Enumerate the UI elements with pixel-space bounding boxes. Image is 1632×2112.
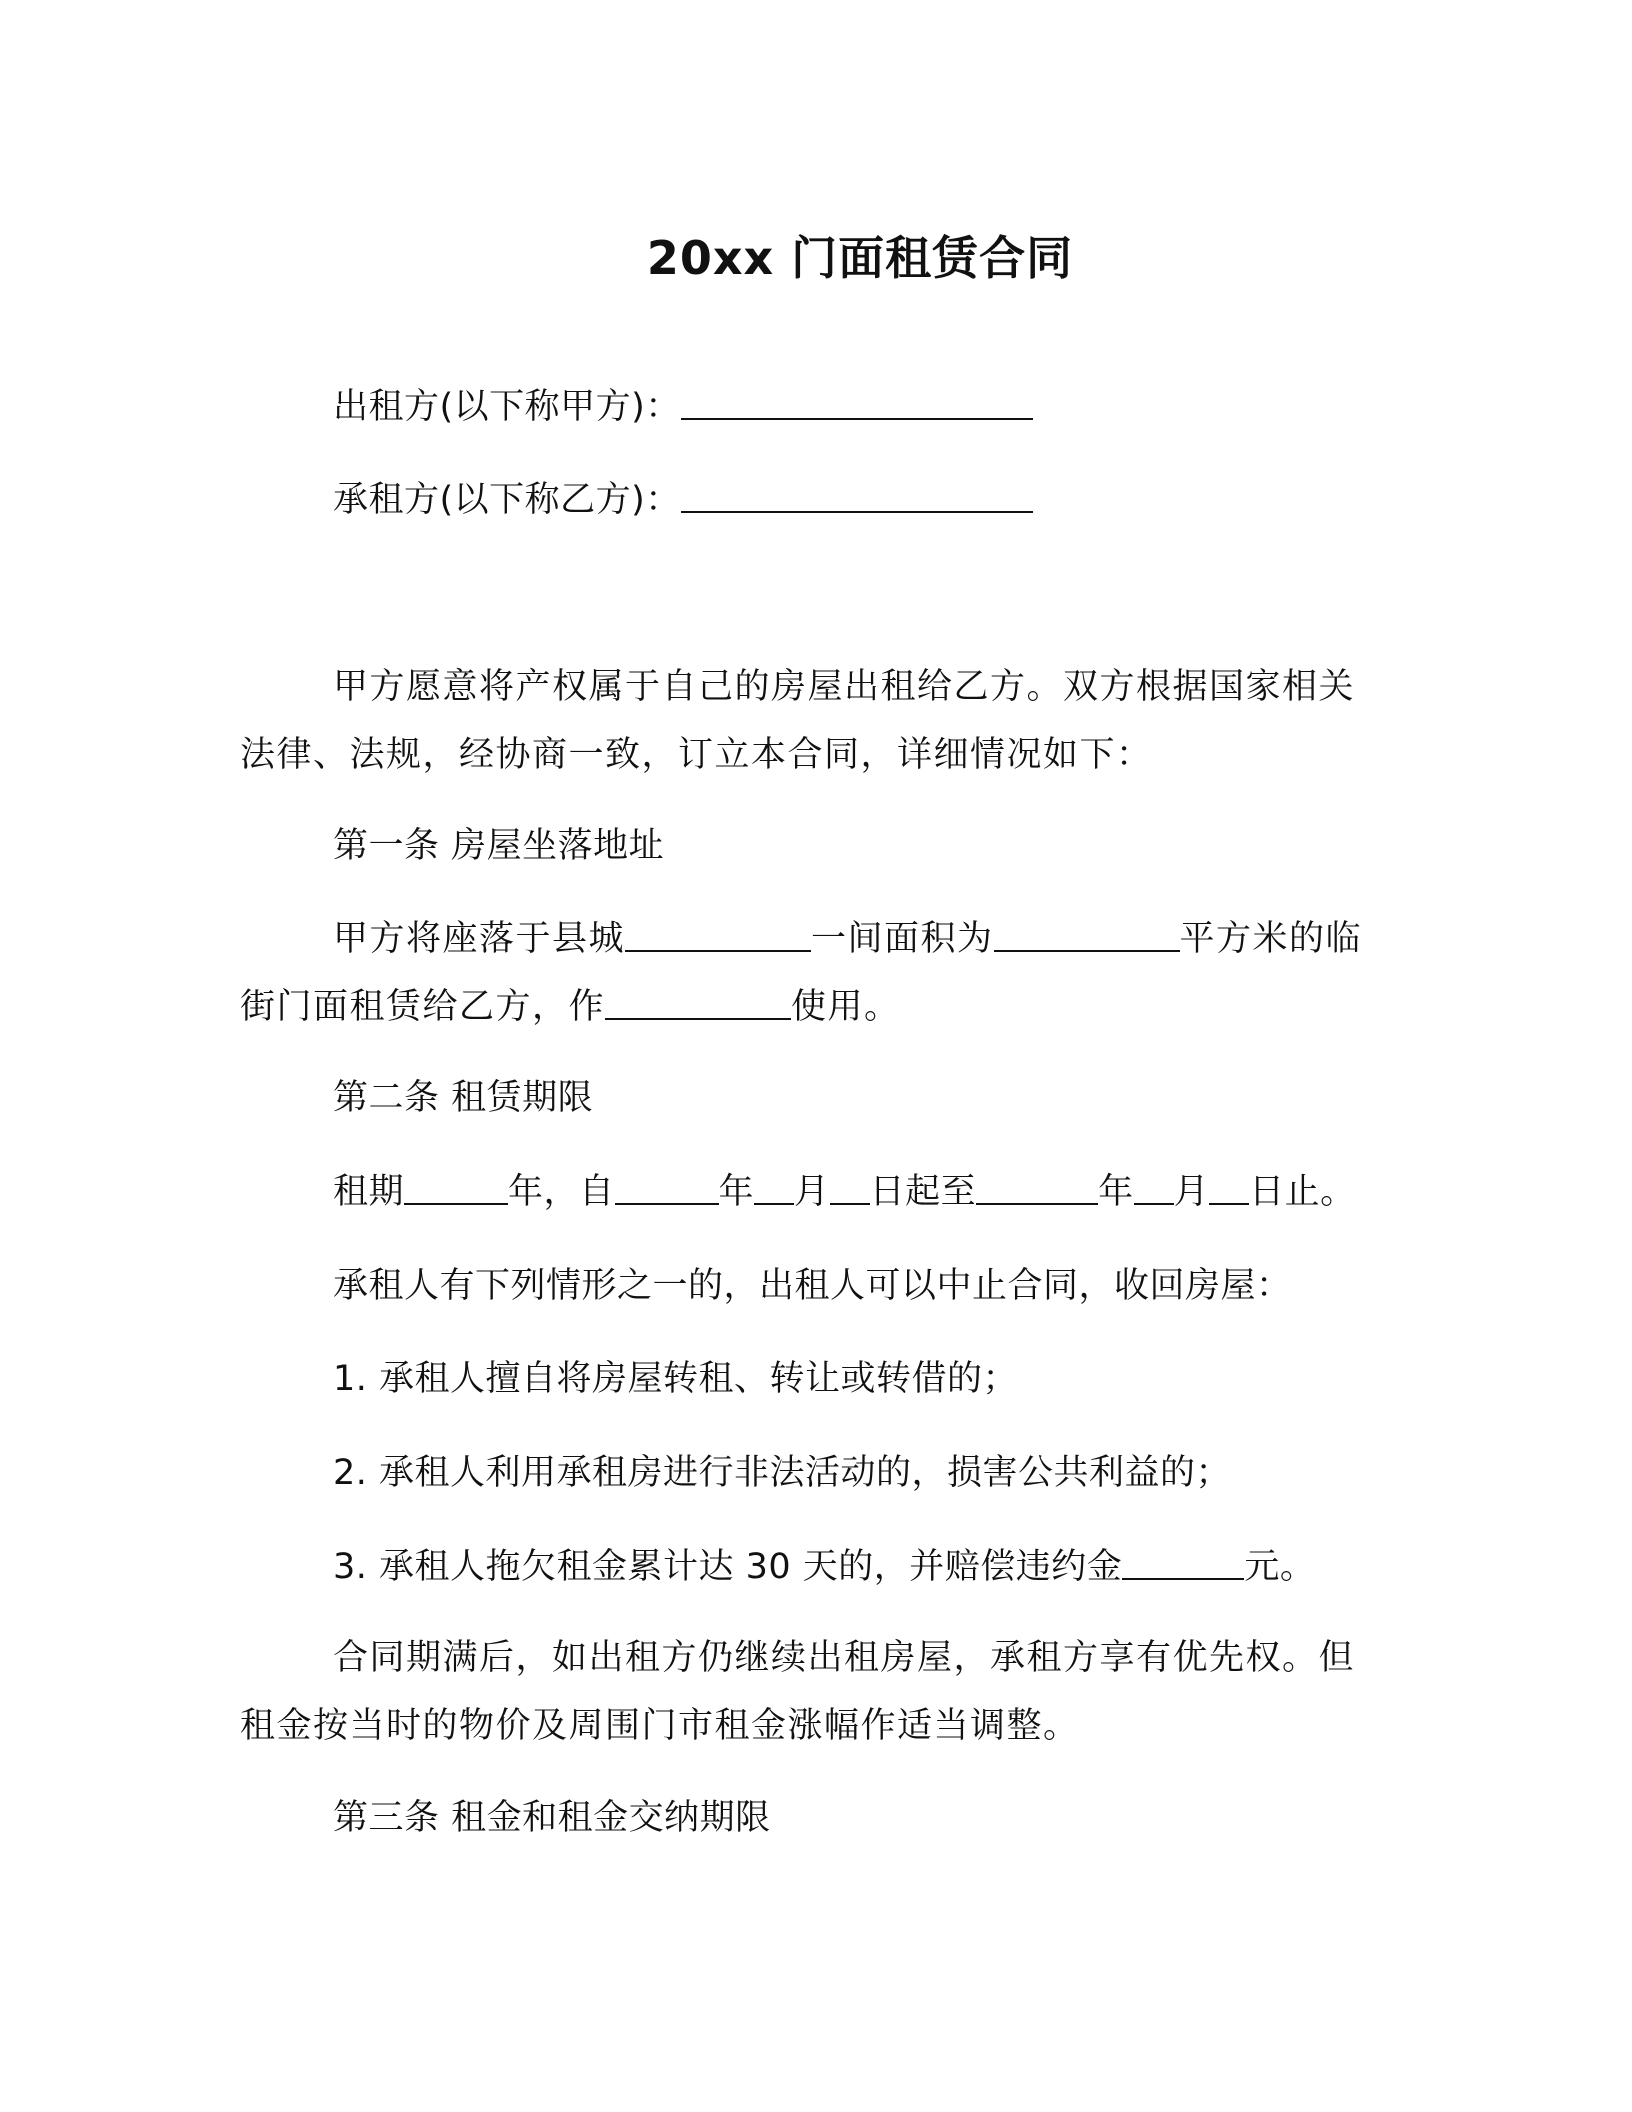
contract-title: 20xx 门面租赁合同 [646,231,1074,285]
term-text: 年，自 [508,1172,615,1212]
termination-intro: 承租人有下列情形之一的，出租人可以中止合同，收回房屋： [333,1266,1292,1306]
article3-heading: 第三条 租金和租金交纳期限 [333,1798,771,1838]
term-years-blank[interactable] [404,1173,508,1205]
article1-text-area: 一间面积为 [811,919,994,959]
start-month-blank[interactable] [754,1173,794,1205]
article1-body [240,905,1380,1041]
item3-text: 3. 承租人拖欠租金累计达 30 天的，并赔偿违约金 [333,1547,1123,1587]
renewal-paragraph: 合同期满后，如出租方仍继续出租房屋，承租方享有优先权。但租金按当时的物价及周围门市租金涨幅作适当调整。 [240,1638,1356,1746]
article1-text-lease: 平方米的临街门面租赁给乙方，作 [240,919,1363,1027]
term-text: 月 [1173,1172,1210,1212]
lessee-name-blank[interactable] [681,481,1033,513]
lessee-label: 承租方(以下称乙方)： [333,480,681,520]
article1-heading: 第一条 房屋坐落地址 [333,826,665,866]
end-year-blank[interactable] [976,1173,1098,1205]
start-year-blank[interactable] [615,1173,719,1205]
lessee-line [333,478,1033,522]
term-text: 月 [794,1172,830,1212]
term-text: 日止。 [1249,1172,1356,1212]
termination-item-1: 1. 承租人擅自将房屋转租、转让或转借的； [333,1359,1019,1399]
article1-text-use: 使用。 [791,987,901,1027]
purpose-blank[interactable] [605,988,791,1020]
termination-item-2: 2. 承租人利用承租房进行非法活动的，损害公共利益的； [333,1453,1232,1493]
term-text: 租期 [333,1172,405,1212]
lessor-line [333,385,1033,429]
article2-heading: 第二条 租赁期限 [333,1078,594,1118]
address-blank[interactable] [625,920,811,952]
term-text: 年 [718,1172,755,1212]
lessor-label: 出租方(以下称甲方)： [333,387,681,427]
term-text: 年 [1098,1172,1134,1212]
termination-item-3 [333,1545,1315,1589]
area-blank[interactable] [994,920,1180,952]
end-day-blank[interactable] [1209,1173,1249,1205]
lessor-name-blank[interactable] [681,388,1033,420]
end-month-blank[interactable] [1134,1173,1174,1205]
term-text: 日起至 [869,1172,977,1212]
penalty-amount-blank[interactable] [1122,1548,1244,1580]
intro-paragraph: 甲方愿意将产权属于自己的房屋出租给乙方。双方根据国家相关法律、法规，经协商一致，订立本合同，详细情况如下： [240,667,1356,775]
start-day-blank[interactable] [830,1173,870,1205]
lease-term-line [333,1170,1356,1214]
article1-text-location: 甲方将座落于县城 [333,919,626,959]
item3-unit: 元。 [1244,1547,1316,1587]
